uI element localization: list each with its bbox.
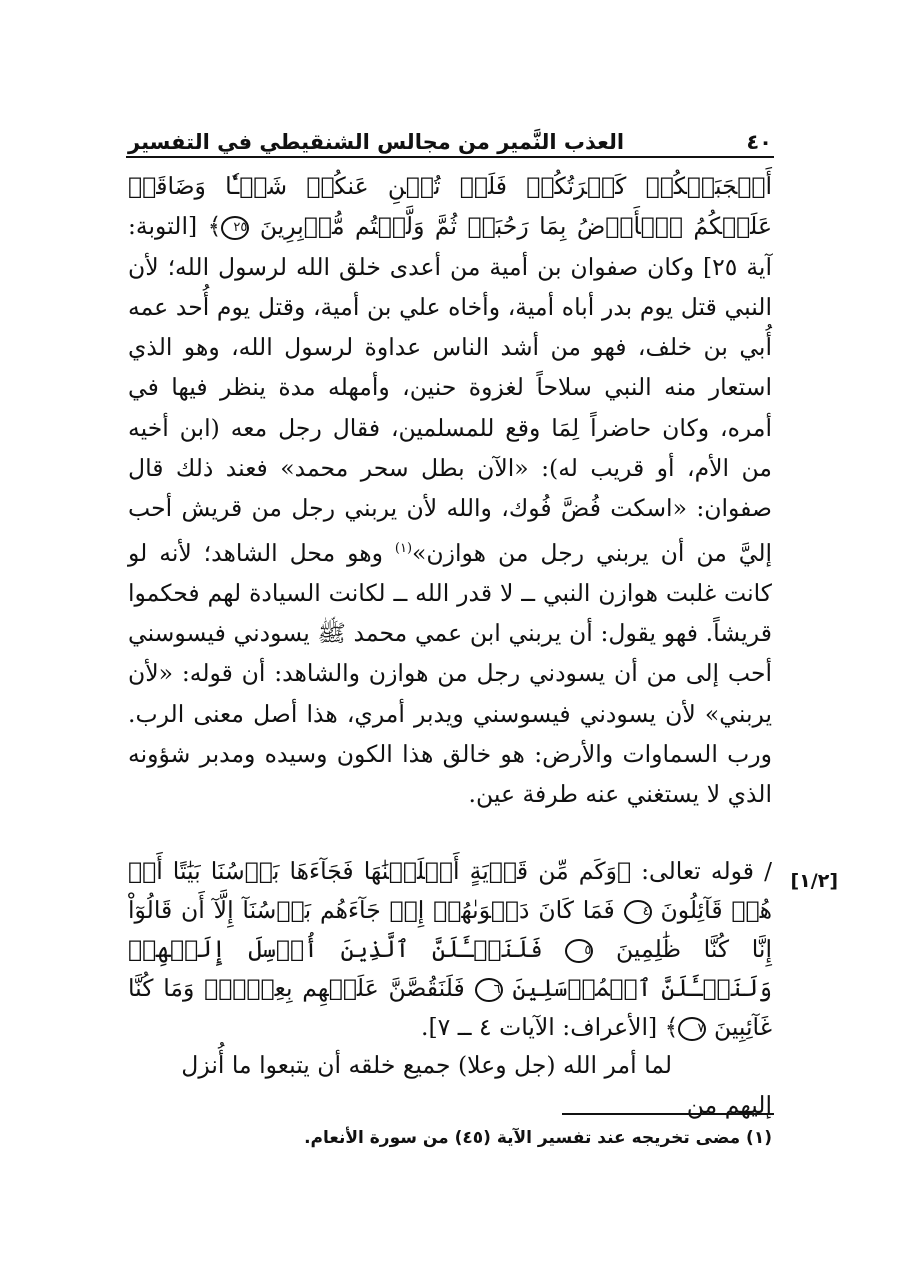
verse-6: فَلَنَسۡـَٔلَنَّ ٱلَّذِينَ أُرۡسِلَ إِلَيۡهِمۡ وَلَنَسۡـَٔلَنَّ ٱلۡمُرۡسَلِينَ — [128, 935, 772, 1002]
body-text-continued: وهو محل الشاهد؛ لأنه لو كانت غلبت هوازن النبي ــ لا قدر الله ــ لكانت السيادة لهم فحكموا قريشاً. فهو يقول: أن يربني ابن عمي محمد ﷺ يسودني فيسوسني أحب إلى من أن يسودني رجل من هوازن والشاهد: أن قوله: «لأن يربني» لأن يسودني فيسوسني ويدبر أمري، هذا أصل معنى الرب. ورب السماوات والأرض: هو خالق هذا الكون وسيده ومدبر شؤونه الذي لا يستغني عنه طرفة عين. — [128, 538, 772, 809]
section-number: [١/٢] — [790, 870, 838, 892]
page-number: ٤٠ — [746, 130, 772, 154]
section-verses — [128, 852, 772, 1047]
commentary-paragraph: لما أمر الله (جل وعلا) جميع خلقه أن يتبعوا ما أُنزل إليهم من — [181, 1051, 772, 1119]
quran-verse: أَعۡجَبَتۡكُمۡ كَثۡرَتُكُمۡ فَلَمۡ تُغۡنِ عَنكُمۡ شَيۡـٔٗا وَضَاقَتۡ عَلَيۡكُمُ ٱلۡأَرۡضُ بِمَا رَحُبَتۡ ثُمَّ وَلَّيۡتُم مُّدۡبِرِينَ — [128, 172, 772, 241]
running-title: العذب النَّمير من مجالس الشنقيطي في التفسير — [128, 130, 625, 154]
footnote — [128, 1128, 772, 1148]
body-paragraph — [128, 166, 772, 815]
ayah-number-marker: ٦ — [475, 978, 503, 1002]
footnote-reference[interactable]: (١) — [394, 540, 413, 556]
ayah-number-marker: ٥ — [565, 939, 593, 963]
page-header — [128, 112, 772, 154]
ayah-number-marker: ٤ — [624, 900, 652, 924]
main-text — [128, 166, 772, 815]
ayah-number-marker: ٢٥ — [221, 216, 249, 240]
footnote-divider — [562, 1113, 774, 1115]
footnote-text: مضى تخريجه عند تفسير الآية (٤٥) من سورة الأنعام. — [304, 1128, 741, 1148]
footnote-marker: (١) — [746, 1128, 772, 1148]
header-divider — [126, 156, 774, 158]
section-reference: ﴾ [الأعراف: الآيات ٤ ــ ٧]. — [421, 1013, 679, 1041]
verse-7: فَلَنَقُصَّنَّ عَلَيۡهِم بِعِلۡمٖۖ وَمَا كُنَّا غَآئِبِينَ — [128, 974, 772, 1041]
body-text: وكان صفوان بن أمية من أعدى خلق الله لرسول الله؛ لأن النبي قتل يوم بدر أباه أمية، وأخاه علي بن أمية، وقتل يوم أُحد عمه أُبي بن خلف، فهو من أشد الناس عداوة لرسول الله، وهو الذي استعار منه النبي سلاحاً لغزوة حنين، وأمهله مدة ينظر فيها في أمره، وكان حاضراً لِمَا وقع للمسلمين، فقال رجل معه (ابن أخيه من الأم، أو قريب له): «الآن بطل سحر محمد» فعند ذلك قال صفوان: «اسكت فُضَّ فُوك، والله لأن يربني رجل من قريش أحب إليَّ من أن يربني رجل من هوازن» — [128, 252, 773, 567]
verse-5: فَمَا كَانَ دَعۡوَىٰهُمۡ إِذۡ جَآءَهُم بَأۡسُنَآ إِلَّآ أَن قَالُوٓاْ إِنَّا كُنَّا ظَٰلِمِينَ — [128, 896, 772, 963]
verse-reference: ﴾ [التوبة: آية ٢٥] — [128, 212, 773, 281]
section-intro: / قوله تعالى: ﴿ — [616, 857, 772, 885]
verse-4: وَكَم مِّن قَرۡيَةٍ أَهۡلَكۡنَٰهَا فَجَآءَهَا بَأۡسُنَا بَيَٰتًا أَوۡ هُمۡ قَآئِلُونَ — [128, 857, 772, 924]
ayah-number-marker: ٧ — [678, 1017, 706, 1041]
